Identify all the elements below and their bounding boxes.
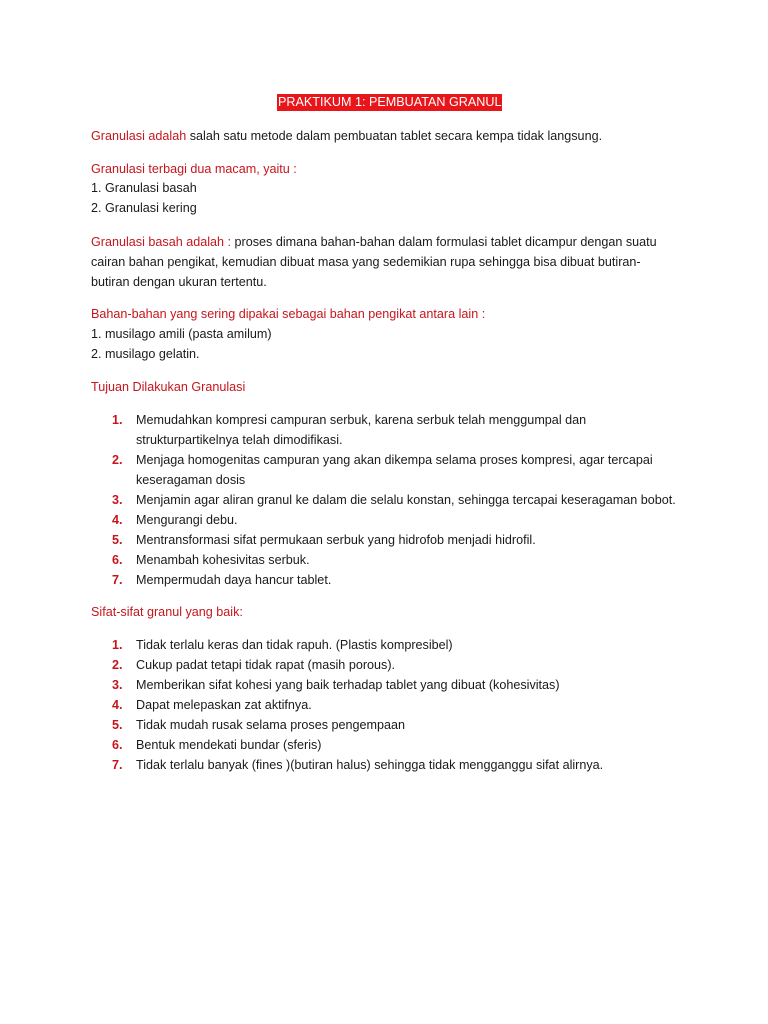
binders-heading: Bahan-bahan yang sering dipakai sebagai bahan pengikat antara lain : [91, 307, 486, 321]
list-number: 1. [112, 413, 123, 427]
list-item [112, 490, 712, 510]
list-number: 2. [112, 453, 123, 467]
list-number: 7. [112, 573, 123, 587]
intro-paragraph [91, 126, 691, 146]
wet-paragraph-line: cairan bahan pengikat, kemudian dibuat masa yang sedemikian rupa sehingga bisa dibuat butiran- [91, 255, 641, 269]
list-number: 6. [112, 553, 123, 567]
list-item [112, 410, 712, 450]
list-text: Tidak mudah rusak selama proses pengempaan [136, 718, 406, 732]
list-item [112, 755, 712, 775]
list-text: Mentransformasi sifat permukaan serbuk yang hidrofob menjadi hidrofil. [136, 533, 536, 547]
list-number: 5. [112, 718, 123, 732]
list-text: Cukup padat tetapi tidak rapat (masih porous). [136, 658, 396, 672]
page-title: PRAKTIKUM 1: PEMBUATAN GRANUL [278, 95, 502, 109]
properties-heading: Sifat-sifat granul yang baik: [91, 605, 243, 619]
purpose-list [112, 410, 712, 590]
list-item [112, 510, 712, 530]
list-item [112, 550, 712, 570]
list-number: 7. [112, 758, 123, 772]
list-number: 3. [112, 678, 123, 692]
list-number: 4. [112, 513, 123, 527]
properties-list [112, 635, 712, 775]
list-item [112, 715, 712, 735]
wet-label: Granulasi basah adalah : [91, 235, 232, 249]
list-text: Dapat melepaskan zat aktifnya. [136, 698, 312, 712]
list-item [112, 570, 712, 590]
list-item [112, 530, 712, 550]
list-text: keseragaman dosis [136, 473, 246, 487]
list-number: 5. [112, 533, 123, 547]
wet-paragraph-line: butiran dengan ukuran tertentu. [91, 275, 267, 289]
list-text: Menjamin agar aliran granul ke dalam die selalu konstan, sehingga tercapai keseragaman bobot. [136, 493, 676, 507]
list-item [112, 735, 712, 755]
intro-text: salah satu metode dalam pembuatan tablet secara kempa tidak langsung. [186, 129, 603, 143]
wet-text: proses dimana bahan-bahan dalam formulasi tablet dicampur dengan suatu [231, 235, 657, 249]
list-item [112, 655, 712, 675]
list-text: Memudahkan kompresi campuran serbuk, karena serbuk telah menggumpal dan [136, 413, 587, 427]
intro-label: Granulasi adalah [91, 129, 187, 143]
types-heading: Granulasi terbagi dua macam, yaitu : [91, 162, 297, 176]
list-number: 4. [112, 698, 123, 712]
binders-item: 2. musilago gelatin. [91, 347, 200, 361]
list-text: Mengurangi debu. [136, 513, 238, 527]
list-item [112, 695, 712, 715]
types-item: 1. Granulasi basah [91, 181, 197, 195]
list-text: Memberikan sifat kohesi yang baik terhadap tablet yang dibuat (kohesivitas) [136, 678, 560, 692]
list-item [112, 675, 712, 695]
list-item [112, 635, 712, 655]
list-text: Menambah kohesivitas serbuk. [136, 553, 310, 567]
purpose-heading: Tujuan Dilakukan Granulasi [91, 380, 246, 394]
list-text: Tidak terlalu banyak (fines )(butiran halus) sehingga tidak mengganggu sifat alirnya. [136, 758, 604, 772]
types-item: 2. Granulasi kering [91, 201, 197, 215]
list-text: Tidak terlalu keras dan tidak rapuh. (Plastis kompresibel) [136, 638, 453, 652]
list-text: Bentuk mendekati bundar (sferis) [136, 738, 322, 752]
list-number: 6. [112, 738, 123, 752]
list-text: strukturpartikelnya telah dimodifikasi. [136, 433, 343, 447]
list-text: Mempermudah daya hancur tablet. [136, 573, 332, 587]
wet-paragraph-line [91, 232, 691, 252]
list-text: Menjaga homogenitas campuran yang akan dikempa selama proses kompresi, agar tercapai [136, 453, 653, 467]
binders-item: 1. musilago amili (pasta amilum) [91, 327, 272, 341]
list-number: 2. [112, 658, 123, 672]
list-number: 1. [112, 638, 123, 652]
list-number: 3. [112, 493, 123, 507]
list-item [112, 450, 712, 490]
